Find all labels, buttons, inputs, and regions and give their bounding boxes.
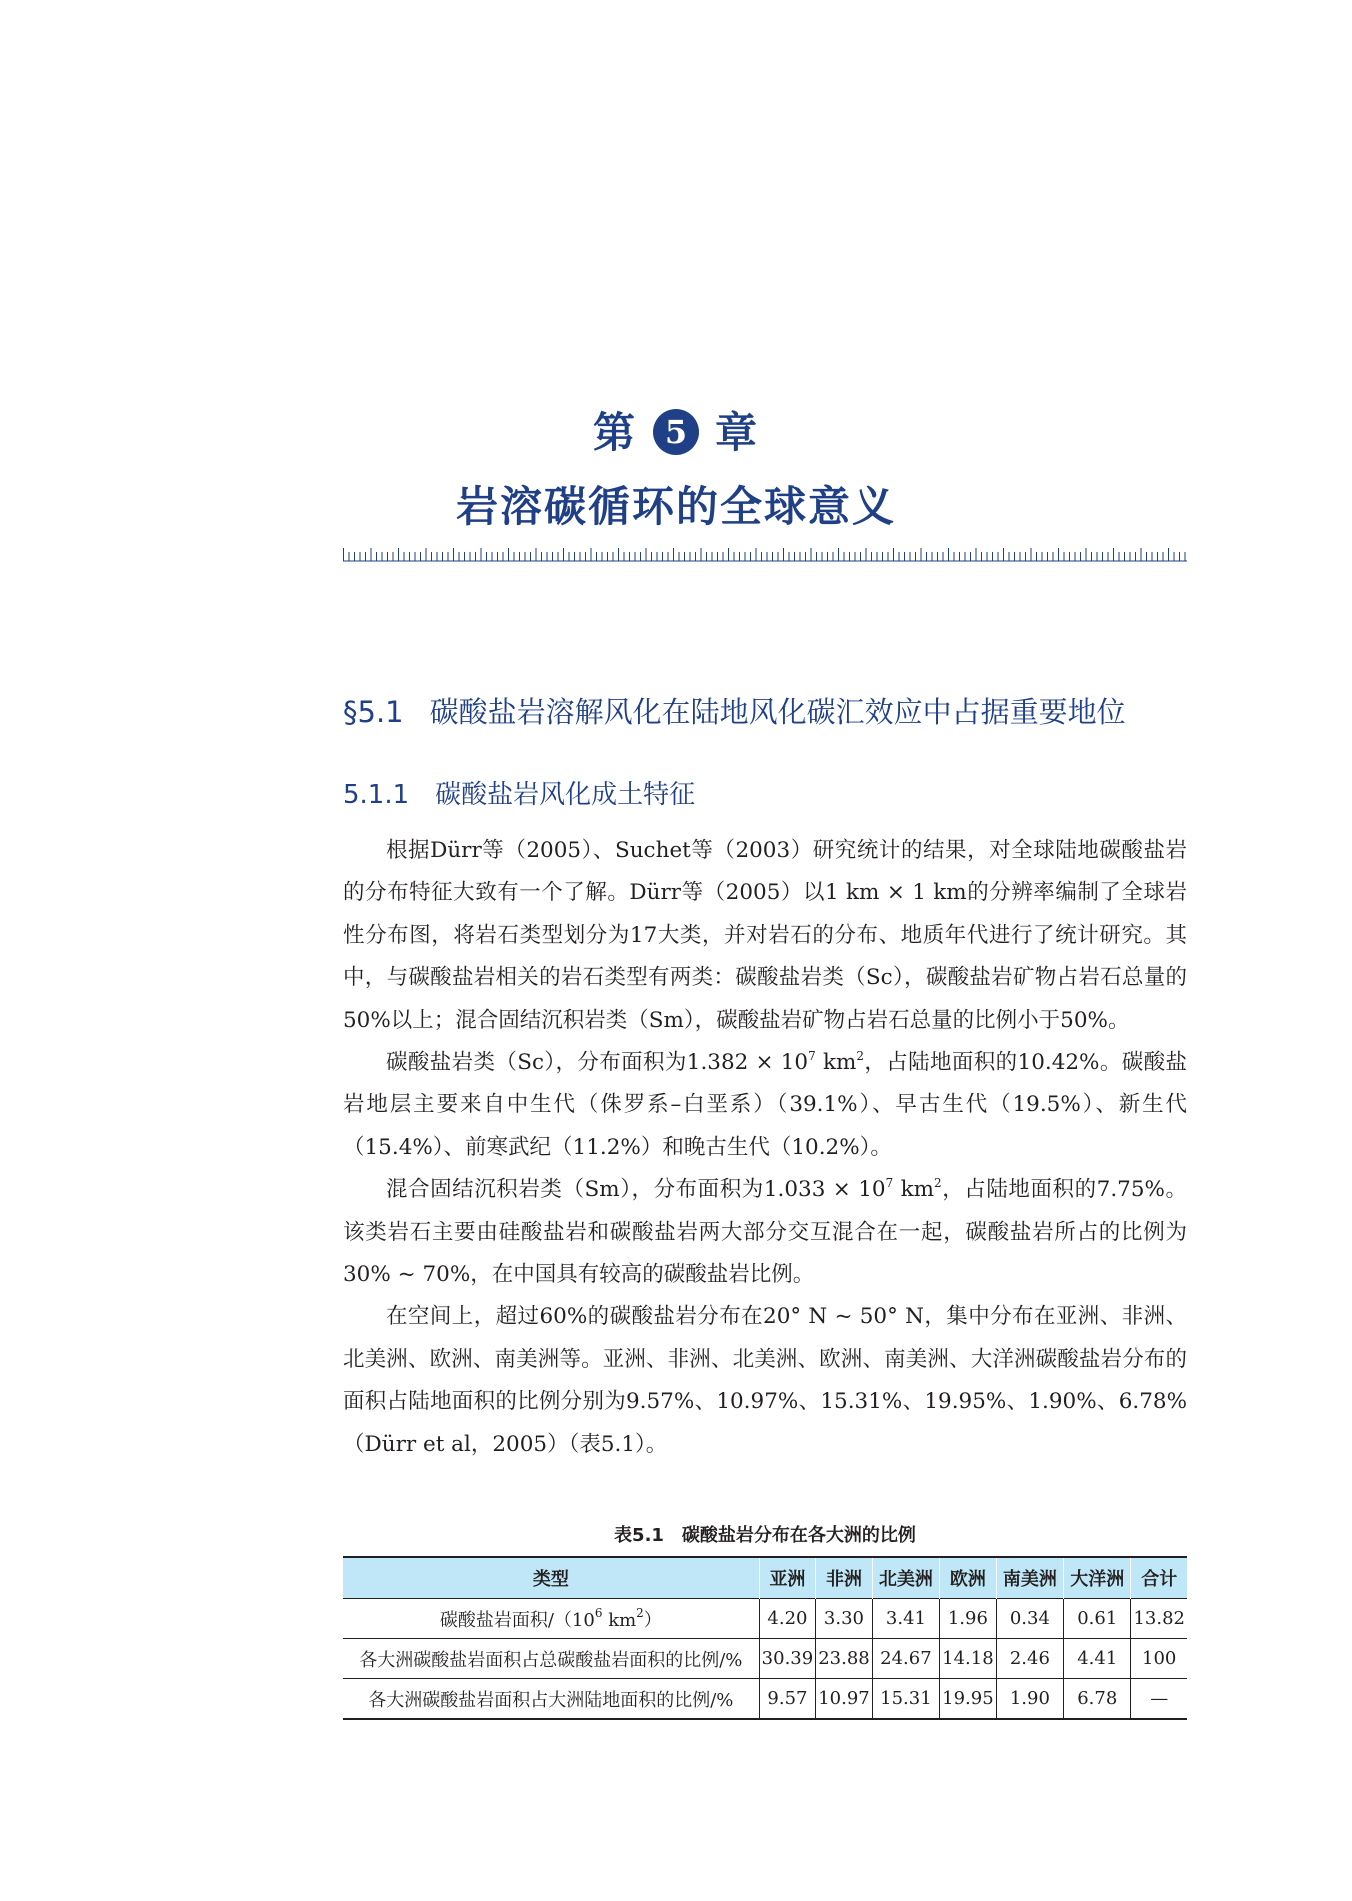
row-label-exponent-2: 2 <box>636 1605 644 1620</box>
table-header-cell: 欧洲 <box>940 1557 997 1599</box>
paragraph-2-text-c: ，占陆地面积的10.42%。碳酸盐岩地层主要来自中生代（侏罗系–白垩系）（39.1%）、早古生代（19.5%）、新生代（15.4%）、前寒武纪（11.2%）和晚古生代（10.2%）。 <box>343 1050 1187 1160</box>
table-row-label: 各大洲碳酸盐岩面积占总碳酸盐岩面积的比例/% <box>343 1639 759 1679</box>
decorative-ruler <box>343 548 1187 562</box>
paragraph-3-exponent-2: 2 <box>934 1176 942 1191</box>
subsection-heading <box>343 774 695 811</box>
chapter-prefix: 第 <box>592 408 637 457</box>
table-cell: 1.90 <box>996 1679 1063 1720</box>
table-cell: — <box>1131 1679 1187 1720</box>
table-cell: 10.97 <box>816 1679 873 1720</box>
chapter-number-line <box>0 404 1352 462</box>
subsection-title: 碳酸盐岩风化成土特征 <box>435 780 696 810</box>
paragraph-2 <box>343 1042 1187 1169</box>
table-cell: 1.96 <box>940 1599 997 1639</box>
table-cell: 4.20 <box>759 1599 816 1639</box>
continent-carbonate-table <box>343 1556 1187 1720</box>
table-row <box>343 1599 1187 1639</box>
table-cell: 3.30 <box>816 1599 873 1639</box>
chapter-number-badge: 5 <box>653 409 699 455</box>
table-row-label <box>343 1599 759 1639</box>
table-header-cell: 南美洲 <box>996 1557 1063 1599</box>
table-cell: 14.18 <box>940 1639 997 1679</box>
table-header-cell: 亚洲 <box>759 1557 816 1599</box>
table-cell: 6.78 <box>1064 1679 1131 1720</box>
table-row-label: 各大洲碳酸盐岩面积占大洲陆地面积的比例/% <box>343 1679 759 1720</box>
table-cell: 23.88 <box>816 1639 873 1679</box>
subsection-number: 5.1.1 <box>343 780 410 810</box>
body-text <box>343 830 1187 1466</box>
row-label-exponent-1: 6 <box>594 1605 603 1620</box>
table-header-row <box>343 1557 1187 1599</box>
table-header-cell: 大洋洲 <box>1064 1557 1131 1599</box>
table-header-cell: 合计 <box>1131 1557 1187 1599</box>
table-cell: 2.46 <box>996 1639 1063 1679</box>
paragraph-2-text-a: 碳酸盐岩类（Sc），分布面积为1.382 × 10 <box>386 1050 809 1076</box>
table-header-cell: 类型 <box>343 1557 759 1599</box>
table-cell: 100 <box>1131 1639 1187 1679</box>
section-heading <box>343 690 1126 731</box>
section-number: §5.1 <box>343 695 404 729</box>
row-label-text-a: 碳酸盐岩面积/（10 <box>439 1609 595 1631</box>
table-cell: 9.57 <box>759 1679 816 1720</box>
table-row <box>343 1639 1187 1679</box>
table-cell: 0.61 <box>1064 1599 1131 1639</box>
table-cell: 13.82 <box>1131 1599 1187 1639</box>
table-header-cell: 北美洲 <box>872 1557 939 1599</box>
paragraph-2-exponent-2: 2 <box>856 1049 865 1064</box>
table-caption: 表5.1 碳酸盐岩分布在各大洲的比例 <box>614 1525 916 1546</box>
paragraph-3-exponent-1: 7 <box>885 1176 894 1191</box>
row-label-text-b: km <box>602 1609 637 1631</box>
paragraph-1: 根据Dürr等（2005）、Suchet等（2003）研究统计的结果，对全球陆地碳酸盐岩的分布特征大致有一个了解。Dürr等（2005）以1 km × 1 km的分辨率编制了全球岩性分布图，将岩石类型划分为17大类，并对岩石的分布、地质年代进行了统计研究。其中，与碳酸盐岩相关的岩石类型有两类：碳酸盐岩类（Sc），碳酸盐岩矿物占岩石总量的50%以上；混合固结沉积岩类（Sm），碳酸盐岩矿物占岩石总量的比例小于50%。 <box>343 838 1187 1033</box>
paragraph-4: 在空间上，超过60%的碳酸盐岩分布在20° N ~ 50° N，集中分布在亚洲、非洲、北美洲、欧洲、南美洲等。亚洲、非洲、北美洲、欧洲、南美洲、大洋洲碳酸盐岩分布的面积占陆地面积的比例分别为9.57%、10.97%、15.31%、19.95%、1.90%、6.78%（Dürr et al，2005）（表5.1）。 <box>343 1304 1187 1457</box>
chapter-title: 岩溶碳循环的全球意义 <box>455 482 896 531</box>
table-cell: 19.95 <box>940 1679 997 1720</box>
table-row <box>343 1679 1187 1720</box>
chapter-suffix: 章 <box>715 408 760 457</box>
table-cell: 4.41 <box>1064 1639 1131 1679</box>
table-header-cell: 非洲 <box>816 1557 873 1599</box>
paragraph-3-text-a: 混合固结沉积岩类（Sm），分布面积为1.033 × 10 <box>386 1177 886 1203</box>
row-label-text-c: ） <box>643 1609 662 1631</box>
paragraph-3-text-b: km <box>893 1177 935 1203</box>
table-cell: 0.34 <box>996 1599 1063 1639</box>
paragraph-2-text-b: km <box>815 1050 857 1076</box>
table-cell: 30.39 <box>759 1639 816 1679</box>
table-cell: 3.41 <box>872 1599 939 1639</box>
paragraph-3 <box>343 1169 1187 1296</box>
chapter-heading <box>0 404 1352 536</box>
table-cell: 24.67 <box>872 1639 939 1679</box>
paragraph-2-exponent-1: 7 <box>808 1049 816 1064</box>
paragraph-3-text-c: ，占陆地面积的7.75%。该类岩石主要由硅酸盐岩和碳酸盐岩两大部分交互混合在一起，碳酸盐岩所占的比例为30% ~ 70%，在中国具有较高的碳酸盐岩比例。 <box>343 1177 1187 1288</box>
table-cell: 15.31 <box>872 1679 939 1720</box>
section-title: 碳酸盐岩溶解风化在陆地风化碳汇效应中占据重要地位 <box>429 695 1126 729</box>
